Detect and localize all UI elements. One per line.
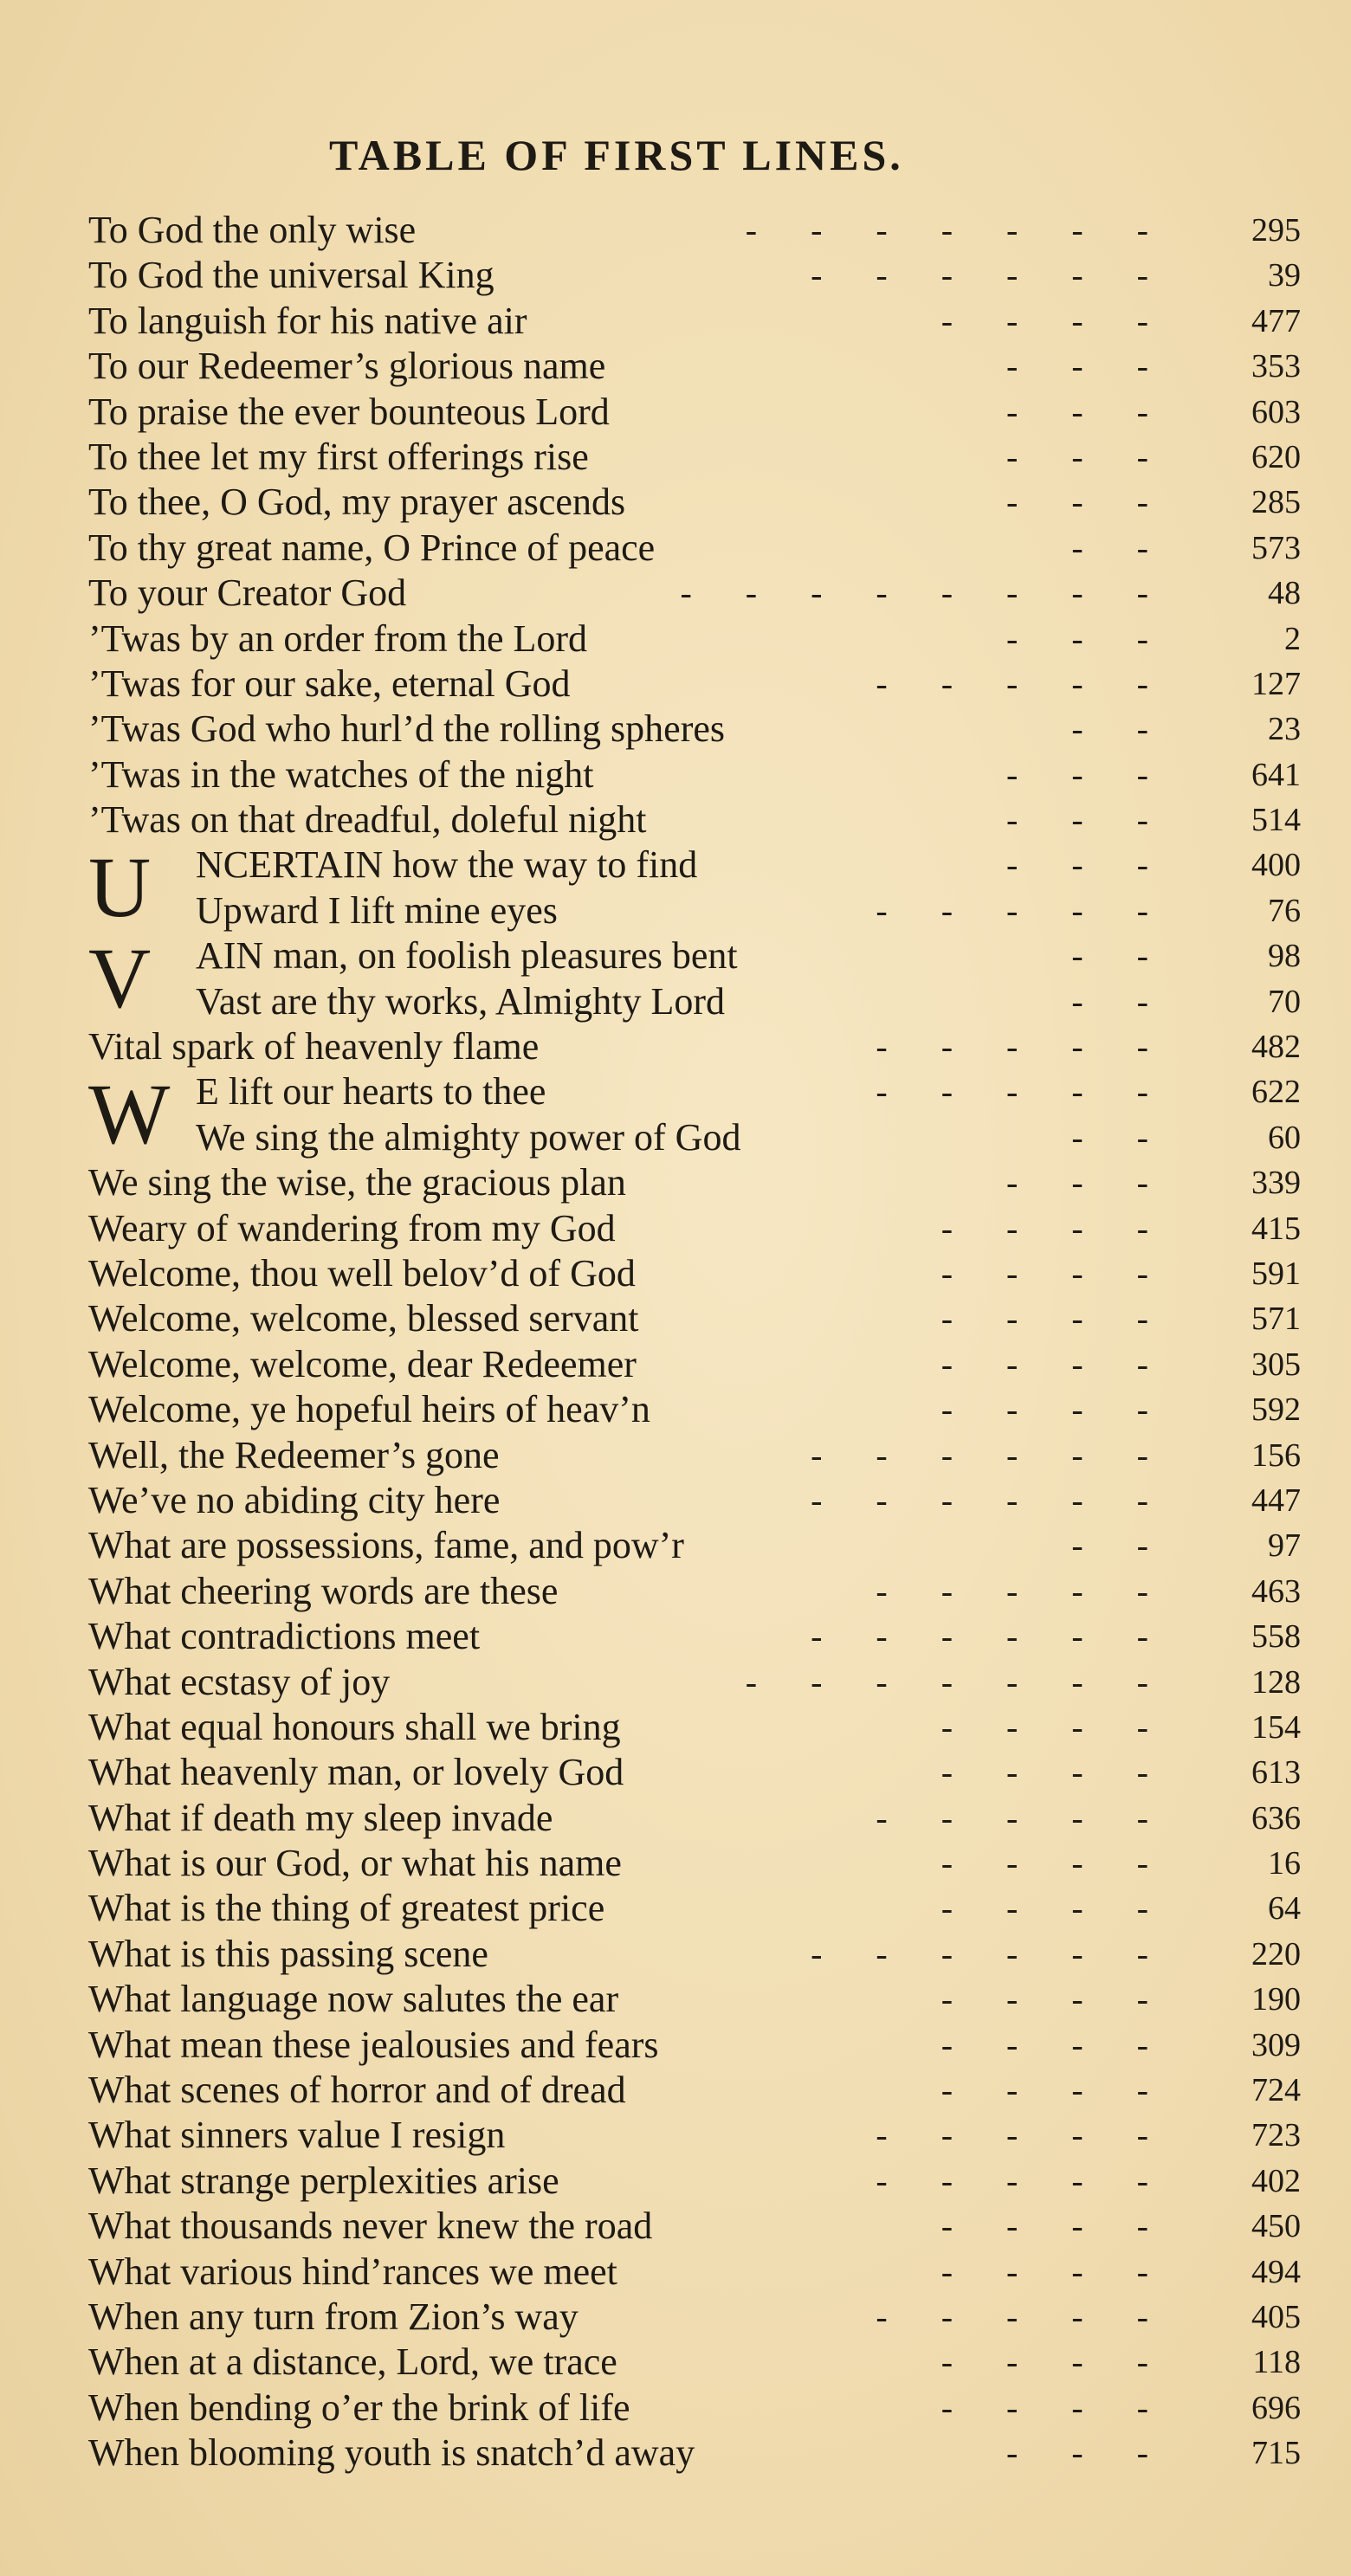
hymn-number: 482 bbox=[1251, 1029, 1301, 1066]
first-line-entry bbox=[88, 526, 1301, 571]
first-line-entry bbox=[88, 1206, 1301, 1251]
first-line-text-rest: AIN man, on foolish pleasures bent bbox=[196, 934, 738, 978]
leader-dashes: - - bbox=[1071, 709, 1171, 749]
first-line-entry bbox=[88, 390, 1301, 435]
leader-dashes: - - - bbox=[1006, 1163, 1171, 1203]
first-line-entry bbox=[88, 2023, 1301, 2068]
hymn-number: 400 bbox=[1251, 847, 1301, 884]
first-line-entry bbox=[88, 2113, 1301, 2158]
hymn-number: 622 bbox=[1251, 1074, 1301, 1111]
first-line-entry bbox=[88, 2386, 1301, 2431]
hymn-number: 70 bbox=[1268, 983, 1301, 1020]
first-line-entry bbox=[88, 480, 1301, 525]
first-line-text: What is the thing of greatest price bbox=[88, 1887, 605, 1930]
leader-dashes: - - - bbox=[1006, 800, 1171, 840]
drop-capital: W bbox=[88, 1066, 171, 1163]
first-line-text: What cheering words are these bbox=[88, 1569, 559, 1612]
first-line-text: Weary of wandering from my God bbox=[88, 1206, 616, 1249]
leader-dashes: - - - - - - bbox=[811, 1617, 1171, 1656]
first-line-entry bbox=[88, 662, 1301, 707]
leader-dashes: - - - - bbox=[941, 1299, 1171, 1339]
leader-dashes: - - - - - - - bbox=[745, 210, 1171, 249]
leader-dashes: - - - - - - bbox=[811, 1934, 1171, 1973]
leader-dashes: - - bbox=[1071, 1526, 1171, 1566]
hymn-number: 156 bbox=[1251, 1436, 1301, 1474]
hymn-number: 415 bbox=[1251, 1210, 1301, 1247]
hymn-number: 190 bbox=[1251, 1981, 1301, 2018]
hymn-number: 118 bbox=[1252, 2344, 1301, 2381]
first-line-text: To thee let my first offerings rise bbox=[88, 435, 589, 478]
first-line-text-rest: E lift our hearts to thee bbox=[196, 1070, 546, 1114]
first-line-text: Welcome, welcome, dear Redeemer bbox=[88, 1342, 637, 1385]
first-line-text-rest: NCERTAIN how the way to find bbox=[196, 843, 698, 887]
first-line-text: We’ve no abiding city here bbox=[88, 1478, 501, 1521]
leader-dashes: - - - - - bbox=[876, 2115, 1171, 2155]
first-line-entry bbox=[88, 1251, 1301, 1296]
leader-dashes: - - - - bbox=[941, 1390, 1171, 1430]
first-line-entry bbox=[88, 2295, 1301, 2340]
leader-dashes: - - - - - bbox=[876, 890, 1171, 930]
leader-dashes: - - - - bbox=[941, 1707, 1171, 1746]
first-line-entry bbox=[88, 571, 1301, 616]
first-line-entry bbox=[88, 617, 1301, 662]
hymn-number: 154 bbox=[1251, 1708, 1301, 1746]
first-line-text: What scenes of horror and of dread bbox=[88, 2069, 626, 2112]
first-line-entry bbox=[88, 2250, 1301, 2295]
first-line-text: What heavenly man, or lovely God bbox=[88, 1751, 624, 1794]
first-line-text: What equal honours shall we bring bbox=[88, 1705, 621, 1748]
first-line-entry bbox=[88, 1433, 1301, 1478]
leader-dashes: - - bbox=[1071, 527, 1171, 567]
hymn-number: 641 bbox=[1251, 756, 1301, 793]
first-line-entry bbox=[88, 979, 1301, 1024]
first-line-text: ’Twas on that dreadful, doleful night bbox=[88, 798, 647, 842]
hymn-number: 16 bbox=[1268, 1845, 1301, 1882]
first-line-text: When blooming youth is snatch’d away bbox=[88, 2431, 695, 2475]
first-line-text: When any turn from Zion’s way bbox=[88, 2295, 579, 2338]
first-line-text: What if death my sleep invade bbox=[88, 1796, 553, 1839]
leader-dashes: - - - - - bbox=[876, 1072, 1171, 1112]
first-line-text: To thy great name, O Prince of peace bbox=[88, 526, 656, 569]
first-line-entry bbox=[88, 1342, 1301, 1387]
hymn-number: 285 bbox=[1251, 484, 1301, 521]
first-line-entry bbox=[88, 1977, 1301, 2022]
hymn-number: 450 bbox=[1251, 2208, 1301, 2245]
hymn-number: 592 bbox=[1251, 1391, 1301, 1429]
leader-dashes: - - - - bbox=[941, 300, 1171, 340]
leader-dashes: - - - - - - - - bbox=[680, 573, 1171, 613]
leader-dashes: - - - bbox=[1006, 845, 1171, 885]
hymn-number: 309 bbox=[1251, 2026, 1301, 2063]
first-line-entry bbox=[88, 2159, 1301, 2204]
leader-dashes: - - - bbox=[1006, 436, 1171, 476]
hymn-number: 494 bbox=[1251, 2253, 1301, 2290]
first-line-text: What strange perplexities arise bbox=[88, 2159, 559, 2202]
first-line-text: When at a distance, Lord, we trace bbox=[88, 2340, 617, 2384]
first-line-text: What are possessions, fame, and pow’r bbox=[88, 1524, 684, 1567]
hymn-number: 353 bbox=[1251, 348, 1301, 385]
first-line-text: To your Creator God bbox=[88, 571, 407, 615]
first-line-text: Welcome, thou well belov’d of God bbox=[88, 1251, 636, 1294]
first-line-text: What is this passing scene bbox=[88, 1932, 488, 1975]
first-line-text: What contradictions meet bbox=[88, 1615, 481, 1658]
first-line-text: To thee, O God, my prayer ascends bbox=[88, 481, 626, 524]
hymn-number: 477 bbox=[1251, 302, 1301, 339]
first-line-entry bbox=[88, 1705, 1301, 1750]
leader-dashes: - - - - bbox=[941, 1979, 1171, 2019]
hymn-number: 128 bbox=[1251, 1663, 1301, 1701]
leader-dashes: - - - - - bbox=[876, 1571, 1171, 1611]
first-line-text: What ecstasy of joy bbox=[88, 1660, 391, 1703]
leader-dashes: - - - - bbox=[941, 2206, 1171, 2246]
first-line-text: What various hind’rances we meet bbox=[88, 2250, 617, 2293]
leader-dashes: - - bbox=[1071, 1117, 1171, 1157]
leader-dashes: - - - - bbox=[941, 2070, 1171, 2110]
first-line-text: Vital spark of heavenly flame bbox=[88, 1025, 540, 1068]
first-line-entry bbox=[88, 1387, 1301, 1432]
first-line-text: We sing the almighty power of God bbox=[196, 1115, 741, 1159]
first-line-entry bbox=[88, 1160, 1301, 1205]
leader-dashes: - - - bbox=[1006, 482, 1171, 522]
hymn-number: 295 bbox=[1251, 212, 1301, 249]
hymn-number: 723 bbox=[1251, 2117, 1301, 2154]
leader-dashes: - - - - bbox=[941, 2342, 1171, 2382]
leader-dashes: - - - - bbox=[941, 1753, 1171, 1792]
first-line-text: Welcome, welcome, blessed servant bbox=[88, 1297, 639, 1340]
hymn-number: 603 bbox=[1251, 393, 1301, 430]
hymn-number: 591 bbox=[1251, 1255, 1301, 1292]
first-line-text: To languish for his native air bbox=[88, 299, 527, 342]
leader-dashes: - - - bbox=[1006, 391, 1171, 431]
drop-capital: V bbox=[88, 930, 152, 1027]
first-line-entry bbox=[88, 707, 1301, 752]
hymn-number: 60 bbox=[1268, 1119, 1301, 1156]
first-line-entry bbox=[88, 208, 1301, 253]
first-line-entry bbox=[88, 2340, 1301, 2385]
leader-dashes: - - - bbox=[1006, 754, 1171, 794]
hymn-number: 64 bbox=[1268, 1890, 1301, 1927]
first-line-text: Upward I lift mine eyes bbox=[196, 888, 558, 932]
first-line-text: When bending o’er the brink of life bbox=[88, 2386, 630, 2429]
hymn-number: 636 bbox=[1251, 1799, 1301, 1837]
first-line-entry bbox=[88, 752, 1301, 797]
hymn-number: 620 bbox=[1251, 438, 1301, 475]
hymn-number: 696 bbox=[1251, 2389, 1301, 2426]
leader-dashes: - - - bbox=[1006, 346, 1171, 386]
leader-dashes: - - - bbox=[1006, 2433, 1171, 2473]
first-line-text: Vast are thy works, Almighty Lord bbox=[196, 979, 726, 1023]
hymn-number: 573 bbox=[1251, 529, 1301, 566]
hymn-number: 76 bbox=[1268, 892, 1301, 929]
hymn-number: 97 bbox=[1268, 1527, 1301, 1565]
first-line-entry bbox=[88, 1296, 1301, 1341]
leader-dashes: - - - - - bbox=[876, 663, 1171, 703]
leader-dashes: - - - - bbox=[941, 2024, 1171, 2064]
first-line-text: To our Redeemer’s glorious name bbox=[88, 345, 606, 388]
first-line-text: What is our God, or what his name bbox=[88, 1842, 622, 1885]
first-line-text: ’Twas for our sake, eternal God bbox=[88, 662, 571, 705]
hymn-number: 724 bbox=[1251, 2072, 1301, 2109]
first-line-text: ’Twas God who hurl’d the rolling spheres bbox=[88, 707, 726, 751]
first-line-entry bbox=[88, 1932, 1301, 1977]
first-line-entry bbox=[88, 1478, 1301, 1523]
first-line-text: What mean these jealousies and fears bbox=[88, 2023, 659, 2066]
first-line-entry bbox=[88, 797, 1301, 843]
first-line-entry bbox=[88, 1614, 1301, 1659]
first-line-entry bbox=[88, 253, 1301, 298]
leader-dashes: - - - bbox=[1006, 618, 1171, 658]
hymn-number: 2 bbox=[1284, 620, 1301, 657]
leader-dashes: - - - - bbox=[941, 2251, 1171, 2291]
leader-dashes: - - - - - - - bbox=[745, 1662, 1171, 1701]
hymn-number: 558 bbox=[1251, 1618, 1301, 1656]
first-line-entry bbox=[88, 1115, 1301, 1160]
hymn-number: 447 bbox=[1251, 1482, 1301, 1519]
first-line-entry bbox=[88, 435, 1301, 480]
first-line-entry bbox=[88, 2204, 1301, 2249]
hymn-number: 127 bbox=[1251, 665, 1301, 702]
first-line-entry bbox=[88, 299, 1301, 344]
leader-dashes: - - - - - - bbox=[811, 1435, 1171, 1475]
hymn-number: 339 bbox=[1251, 1165, 1301, 1202]
first-line-entry bbox=[88, 888, 1301, 933]
leader-dashes: - - - - - - bbox=[811, 1480, 1171, 1520]
page-heading: TABLE OF FIRST LINES. bbox=[329, 131, 904, 179]
first-line-entry bbox=[88, 1796, 1301, 1841]
hymn-number: 220 bbox=[1251, 1935, 1301, 1972]
first-line-text: To praise the ever bounteous Lord bbox=[88, 390, 610, 433]
leader-dashes: - - - - bbox=[941, 1208, 1171, 1248]
first-line-text: What thousands never knew the road bbox=[88, 2205, 653, 2248]
leader-dashes: - - - - bbox=[941, 1843, 1171, 1883]
first-line-text: ’Twas by an order from the Lord bbox=[88, 617, 588, 660]
leader-dashes: - - - - - bbox=[876, 2160, 1171, 2200]
leader-dashes: - - bbox=[1071, 936, 1171, 976]
hymn-number: 405 bbox=[1251, 2298, 1301, 2335]
first-line-text: To God the universal King bbox=[88, 254, 495, 297]
first-line-text: To God the only wise bbox=[88, 209, 417, 251]
first-line-entry bbox=[88, 344, 1301, 389]
hymn-number: 402 bbox=[1251, 2162, 1301, 2199]
leader-dashes: - - - - bbox=[941, 1253, 1171, 1293]
first-line-text: Well, the Redeemer’s gone bbox=[88, 1433, 500, 1476]
hymn-number: 23 bbox=[1268, 711, 1301, 748]
first-line-text: ’Twas in the watches of the night bbox=[88, 752, 594, 796]
hymn-number: 305 bbox=[1251, 1346, 1301, 1383]
hymn-number: 463 bbox=[1251, 1572, 1301, 1610]
first-line-entry bbox=[88, 1569, 1301, 1614]
drop-capital: U bbox=[88, 839, 152, 936]
hymn-number: 715 bbox=[1251, 2435, 1301, 2472]
first-line-entry bbox=[88, 2431, 1301, 2476]
first-line-entry bbox=[88, 2068, 1301, 2113]
hymn-number: 98 bbox=[1268, 938, 1301, 975]
leader-dashes: - - - - - bbox=[876, 2296, 1171, 2336]
leader-dashes: - - - - - - bbox=[811, 255, 1171, 295]
hymn-number: 613 bbox=[1251, 1754, 1301, 1792]
first-line-text: We sing the wise, the gracious plan bbox=[88, 1161, 626, 1204]
first-line-text: What sinners value I resign bbox=[88, 2114, 506, 2157]
leader-dashes: - - - - bbox=[941, 1888, 1171, 1928]
first-line-entry bbox=[88, 1024, 1301, 1069]
first-line-entry bbox=[88, 1886, 1301, 1931]
leader-dashes: - - - - - bbox=[876, 1027, 1171, 1067]
first-line-text: Welcome, ye hopeful heirs of heav’n bbox=[88, 1388, 650, 1431]
leader-dashes: - - - - bbox=[941, 2387, 1171, 2427]
first-line-text: What language now salutes the ear bbox=[88, 1978, 619, 2021]
first-line-entry bbox=[88, 1523, 1301, 1568]
first-line-entry bbox=[88, 1750, 1301, 1795]
hymn-number: 48 bbox=[1268, 575, 1301, 612]
hymn-number: 514 bbox=[1251, 802, 1301, 839]
hymn-number: 571 bbox=[1251, 1301, 1301, 1338]
first-line-entry bbox=[88, 1660, 1301, 1705]
leader-dashes: - - - - bbox=[941, 1344, 1171, 1384]
leader-dashes: - - - - - bbox=[876, 1798, 1171, 1837]
first-line-entry bbox=[88, 1841, 1301, 1886]
leader-dashes: - - bbox=[1071, 981, 1171, 1021]
first-lines-table bbox=[88, 208, 1301, 2476]
hymn-number: 39 bbox=[1268, 257, 1301, 294]
